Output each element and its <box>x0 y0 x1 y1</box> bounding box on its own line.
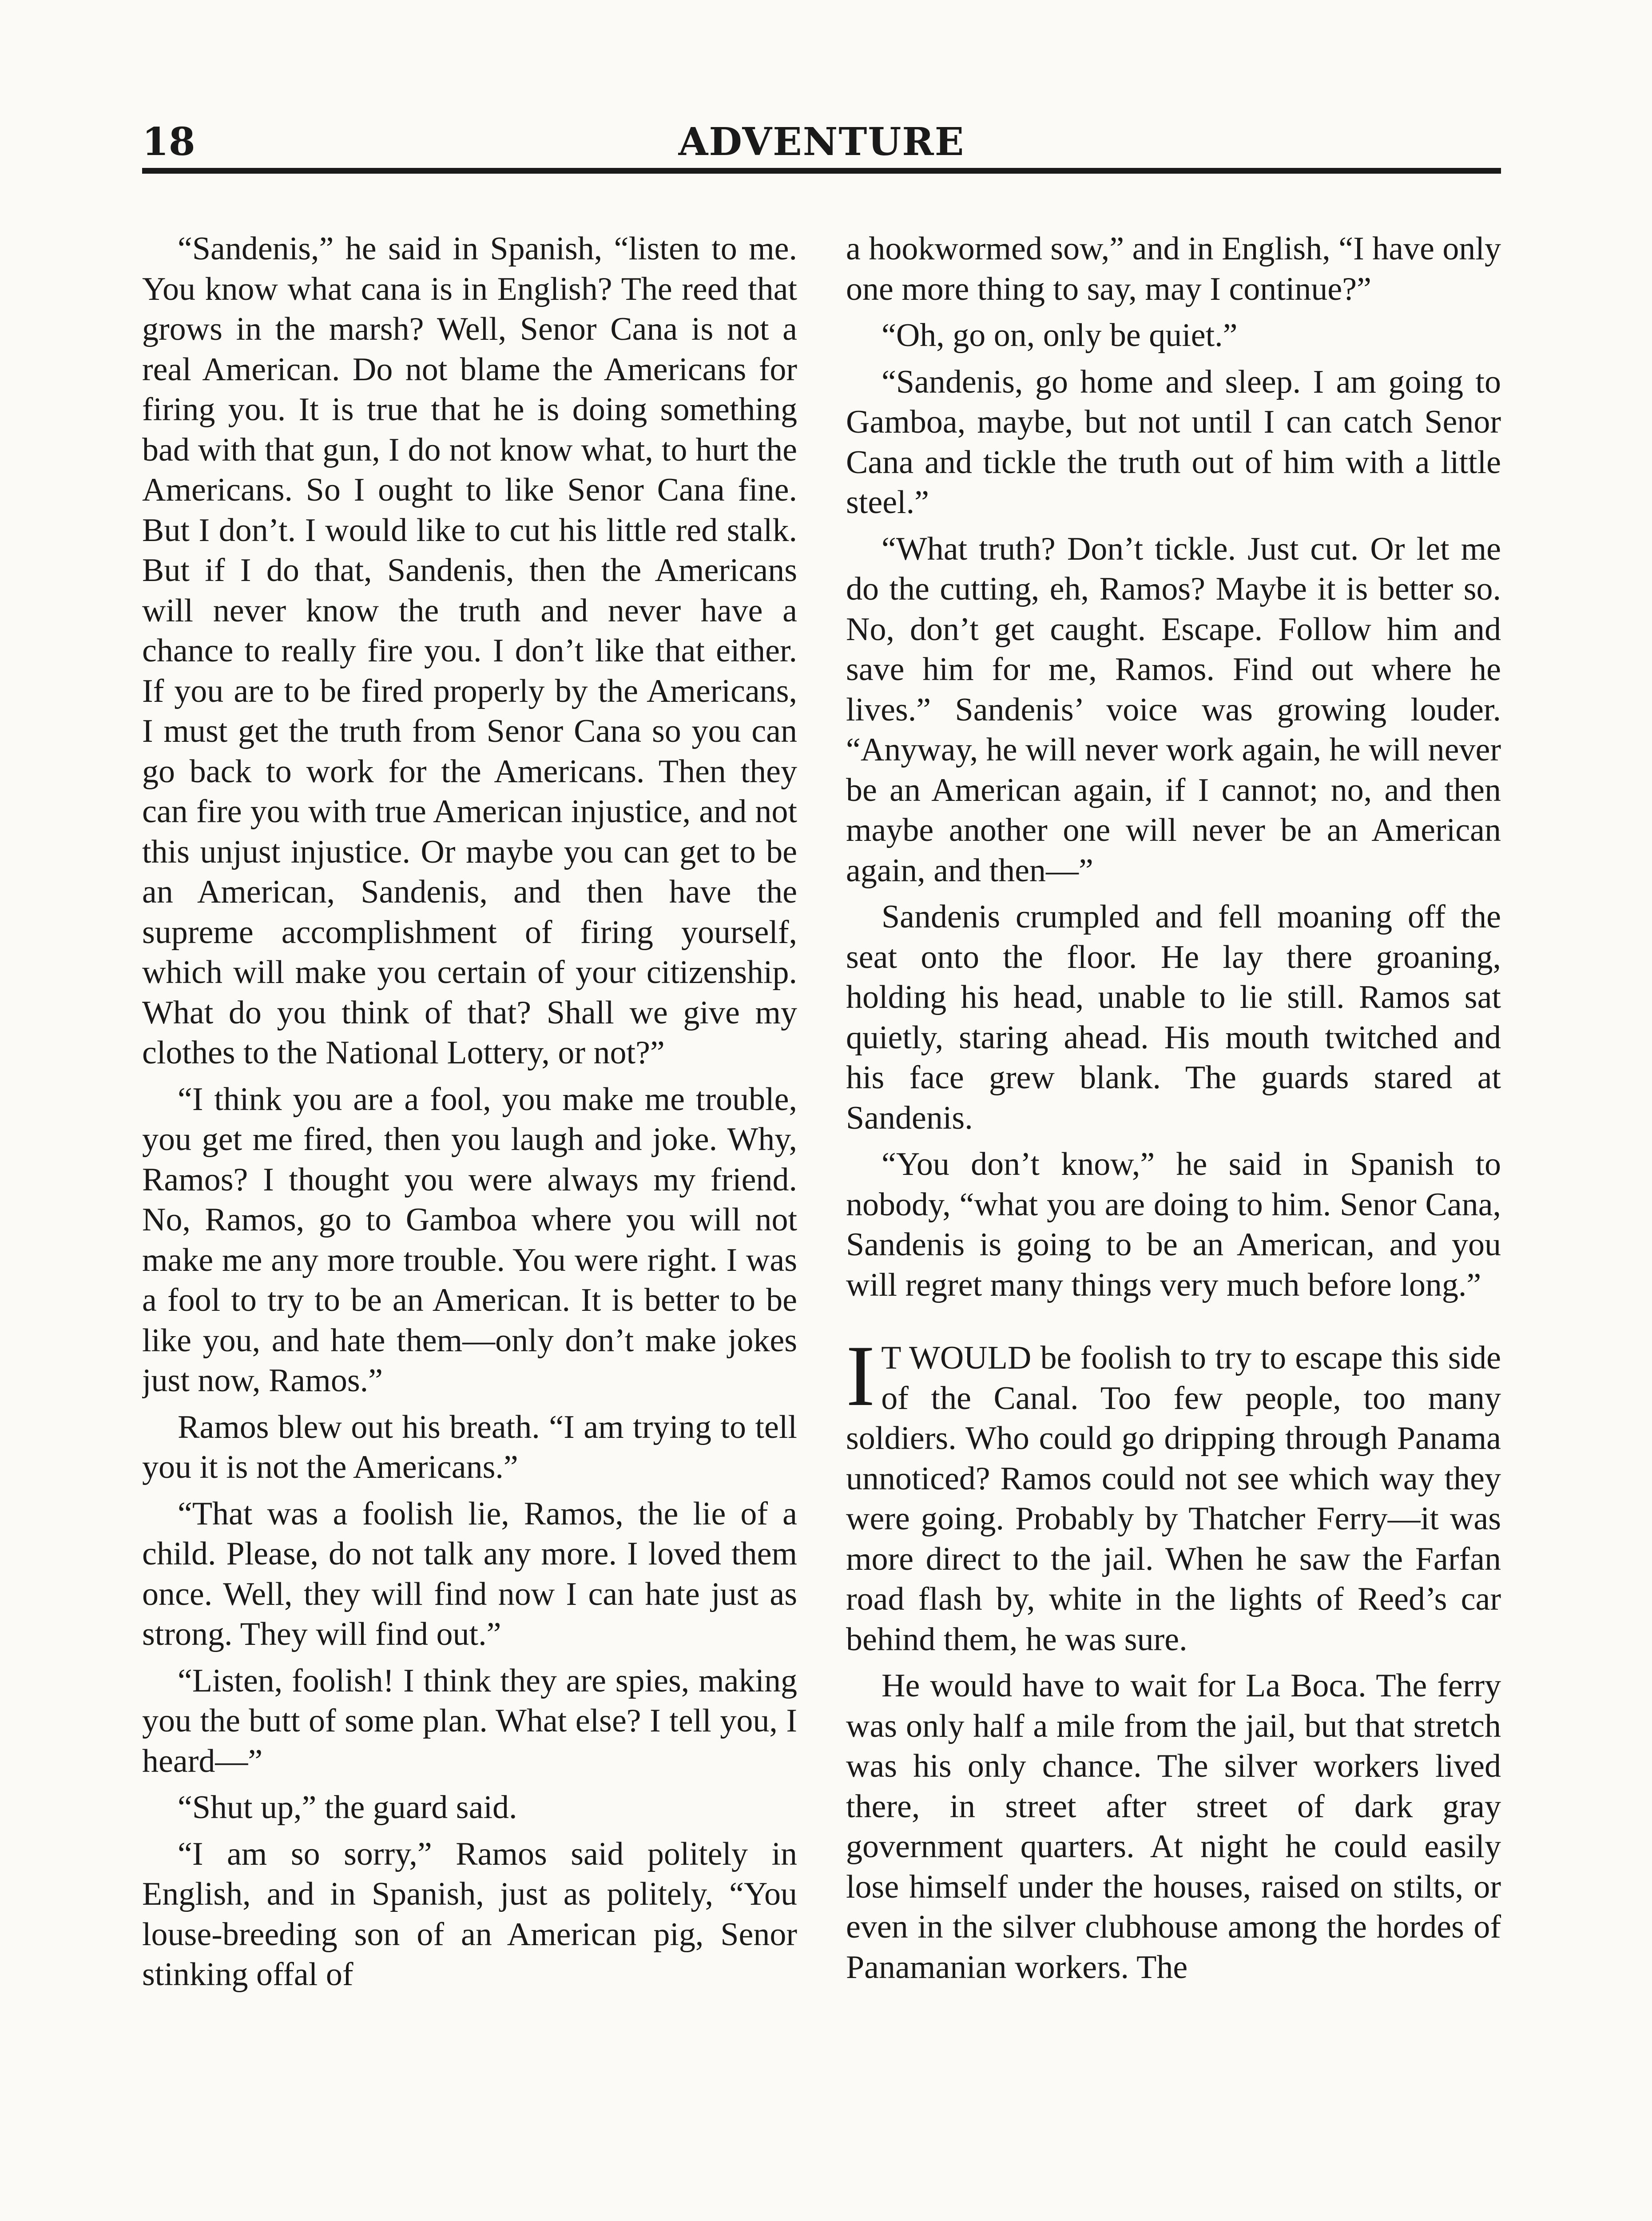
paragraph: “You don’t know,” he said in Spanish to nobody, “what you are doing to him. Senor Cana, Sandenis is going to be an American, and you will regret many things very much before long.” <box>846 1146 1501 1303</box>
page-header <box>142 118 1501 171</box>
paragraph: Ramos blew out his breath. “I am trying to tell you it is not the Americans.” <box>142 1409 797 1485</box>
left-column <box>142 229 797 2221</box>
paragraph: “Shut up,” the guard said. <box>178 1789 517 1826</box>
paragraph-continuation: a hookwormed sow,” and in English, “I have only one more thing to say, may I continue?” <box>846 231 1501 307</box>
paragraph: “Oh, go on, only be quiet.” <box>882 317 1238 354</box>
section-lead-paragraph <box>846 1328 1501 1660</box>
paragraph: “Sandenis, go home and sleep. I am going to Gamboa, maybe, but not until I can catch Senor Cana and tickle the truth out of him with a little steel.” <box>846 363 1501 521</box>
paragraph: “Listen, foolish! I think they are spies, making you the butt of some plan. What else? I tell you, I heard—” <box>142 1662 797 1779</box>
page-number: 18 <box>142 119 195 164</box>
paragraph: “I am so sorry,” Ramos said politely in English, and in Spanish, just as politely, “You louse-breeding son of an American pig, Senor stinking offal of <box>142 1835 797 1993</box>
paragraph: Sandenis crumpled and fell moaning off the seat onto the floor. He lay there groaning, holding his head, unable to lie still. Ramos sat quietly, staring ahead. His mouth twitched and his face grew blank. The guards stared at Sandenis. <box>846 899 1501 1136</box>
paragraph: “I think you are a fool, you make me trouble, you get me fired, then you laugh and joke. Why, Ramos? I thought you were always my friend. No, Ramos, go to Gamboa where you will not make me any more trouble. You were right. I was a fool to try to be an American. It is better to be like you, and hate them—only don’t make jokes just now, Ramos.” <box>142 1081 797 1399</box>
running-title: ADVENTURE <box>678 119 965 164</box>
paragraph: He would have to wait for La Boca. The ferry was only half a mile from the jail, but that stretch was his only chance. The silver workers lived there, in street after street of dark gray government quarters. At night he could easily lose himself under the houses, raised on stilts, or even in the silver clubhouse among the hordes of Panamanian workers. The <box>846 1668 1501 1986</box>
paragraph: “Sandenis,” he said in Spanish, “listen to me. You know what cana is in English? The reed that grows in the marsh? Well, Senor Cana is not a real American. Do not blame the Americans for firing you. It is true that he is doing something bad with that gun, I do not know what, to hurt the Americans. So I ought to like Senor Cana fine. But I don’t. I would like to cut his little red stalk. But if I do that, Sandenis, then the Americans will never know the truth and never have a chance to really fire you. I don’t like that either. If you are to be fired properly by the Americans, I must get the truth from Senor Cana so you can go back to work for the Americans. Then they can fire you with true American injustice, and not this unjust injustice. Or maybe you can get to be an American, Sandenis, and then have the supreme accomplishment of firing yourself, which will make you certain of your citizenship. What do you think of that? Shall we give my clothes to the National Lottery, or not?” <box>142 231 797 1071</box>
section-break <box>846 1311 1501 1338</box>
paragraph: “That was a foolish lie, Ramos, the lie of a child. Please, do not talk any more. I loved them once. Well, they will find now I can hate just as strong. They will find out.” <box>142 1495 797 1652</box>
right-column <box>846 229 1501 2221</box>
header-rule <box>142 168 1501 174</box>
section-lead-text: T WOULD be foolish to try to escape this side of the Canal. Too few people, too many soldiers. Who could go dripping through Panama unnoticed? Ramos could not see which way they were going. Probably by Thatcher Ferry—it was more direct to the jail. When he saw the Farfan road flash by, white in the lights of Reed’s car behind them, he was sure. <box>846 1340 1501 1658</box>
paragraph: “What truth? Don’t tickle. Just cut. Or let me do the cutting, eh, Ramos? Maybe it is better so. No, don’t get caught. Escape. Follow him and save him for me, Ramos. Find out where he lives.” Sandenis’ voice was growing louder. “Anyway, he will never work again, he will never be an American again, if I cannot; no, and then maybe another one will never be an American again, and then—” <box>846 530 1501 889</box>
drop-cap: I <box>846 1328 875 1424</box>
